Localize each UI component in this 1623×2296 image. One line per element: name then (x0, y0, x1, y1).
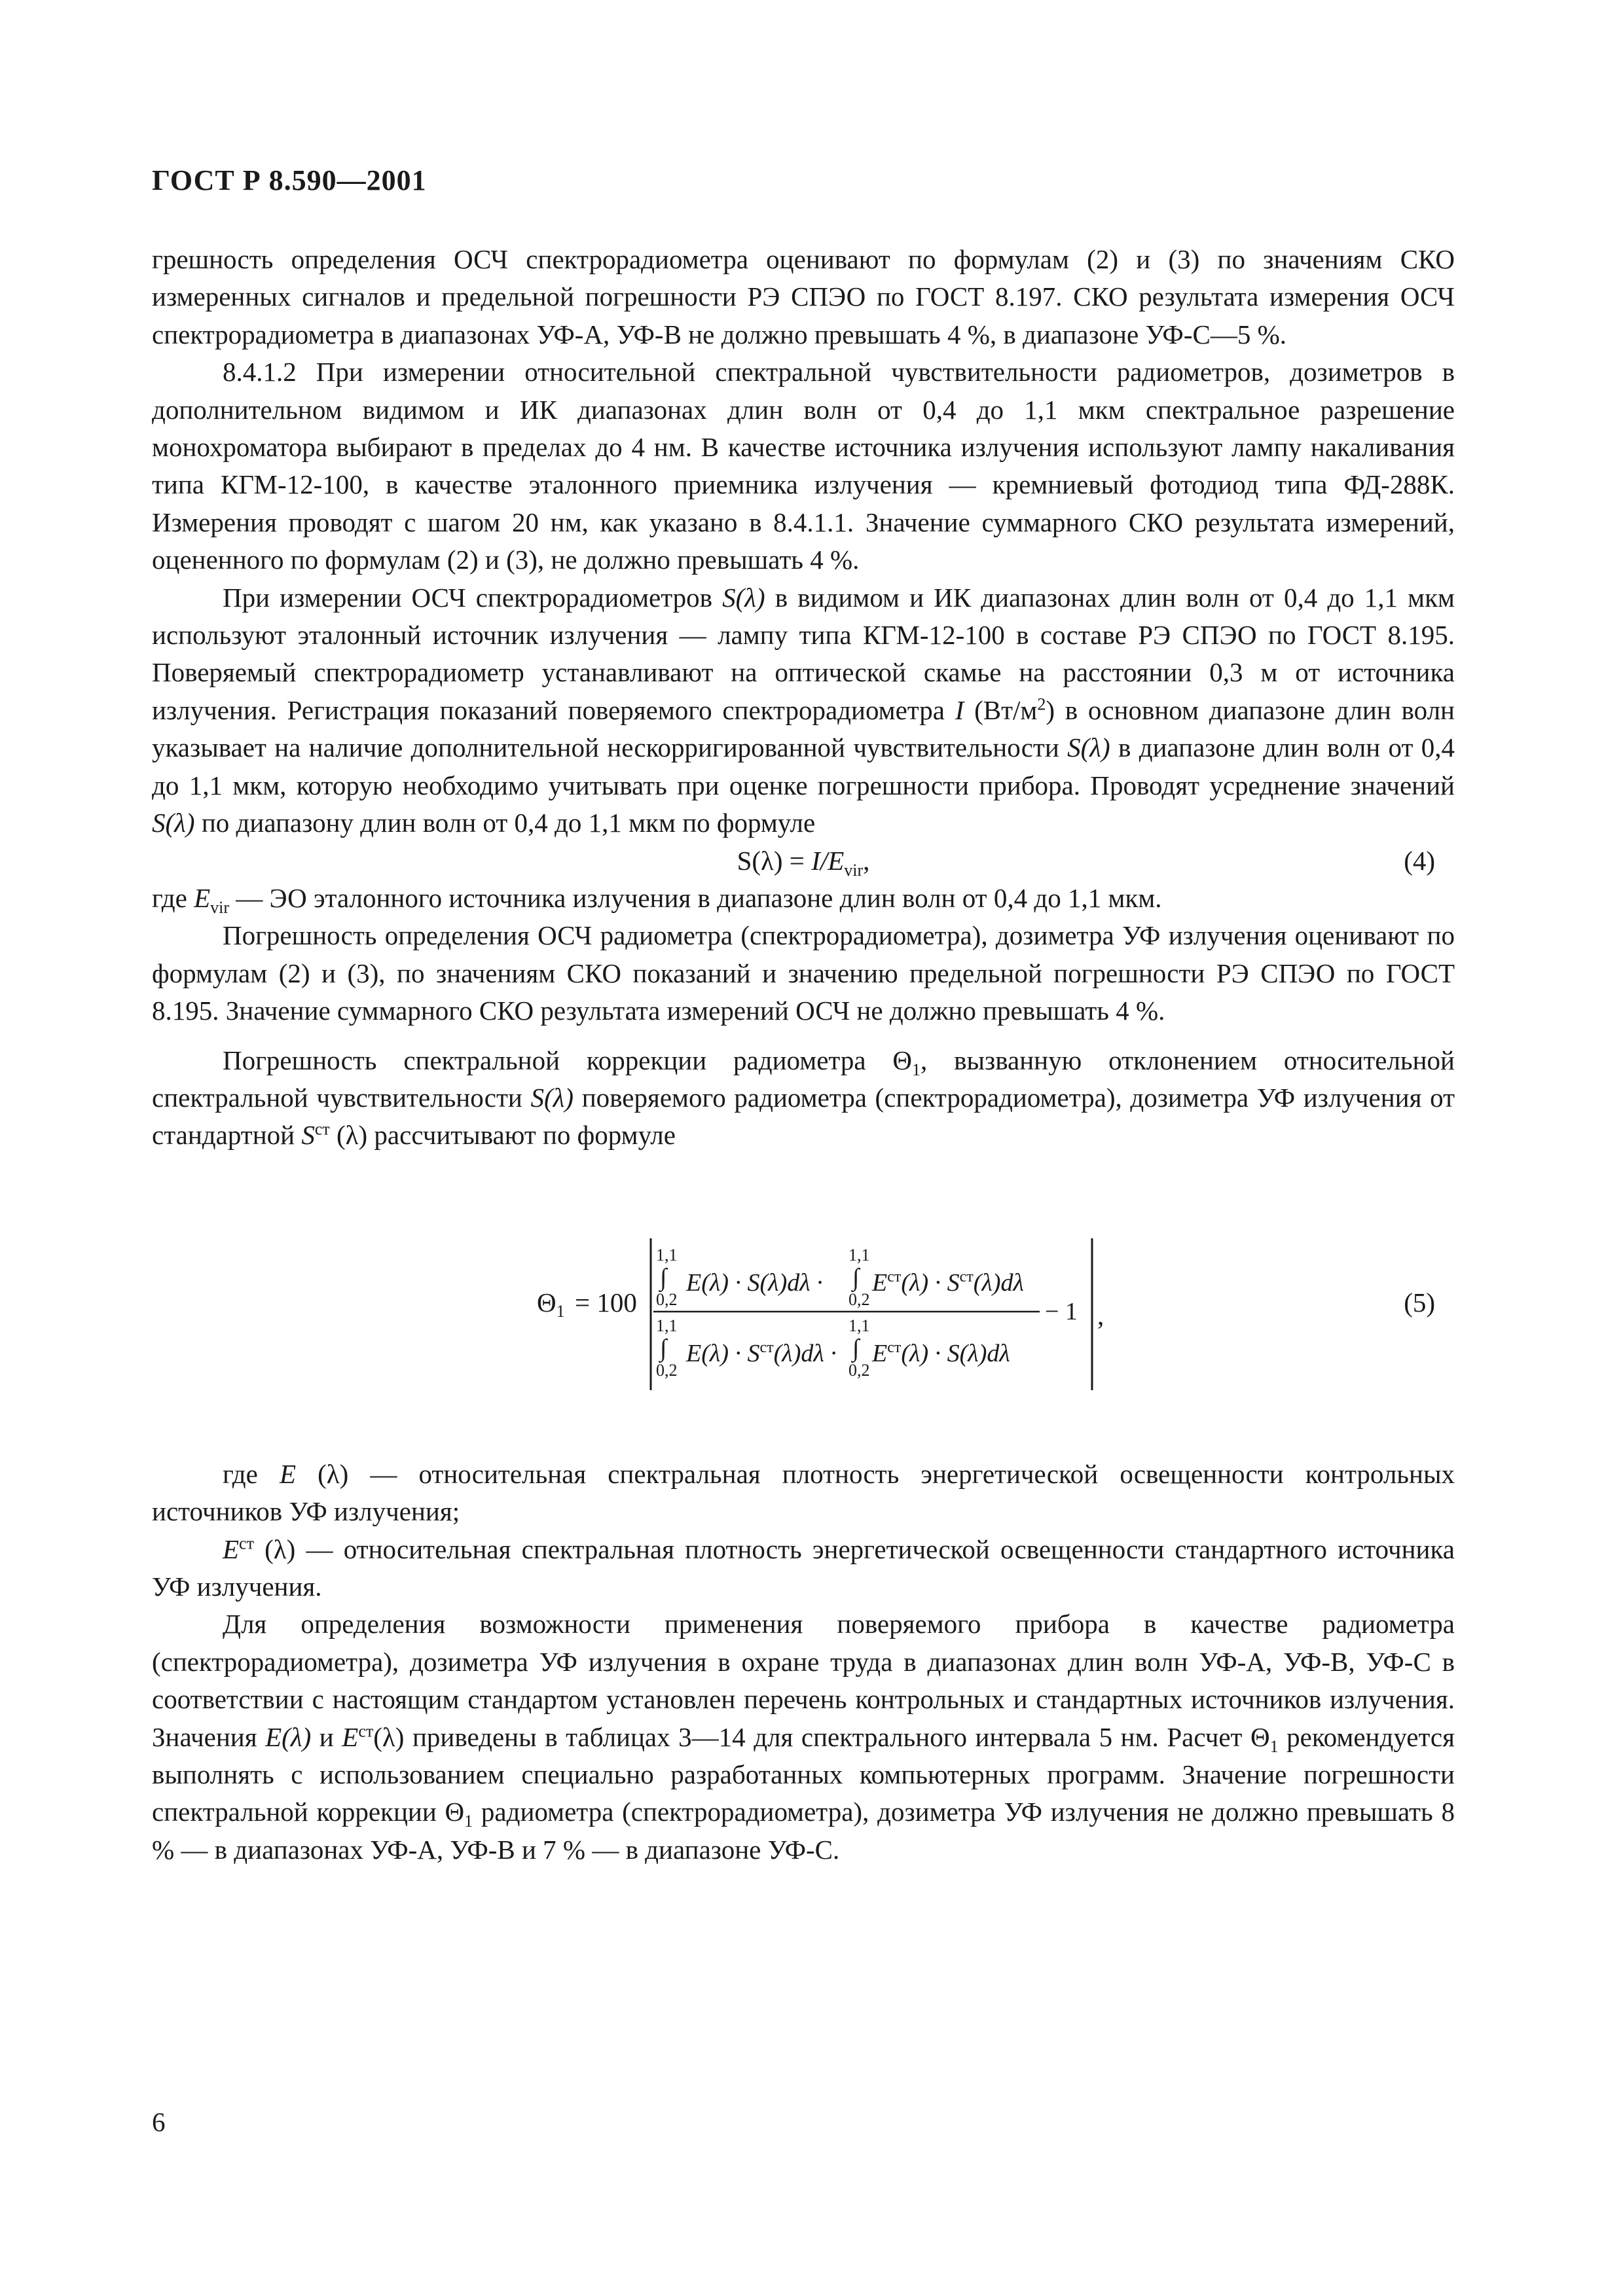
paragraph: грешность определения ОСЧ спектрорадиометра оценивают по формулам (2) и (3) по значениям СКО измеренных сигналов и предельной погрешности РЭ СПЭО по ГОСТ 8.197. СКО результата измерения ОСЧ спектрорадиометра в диапазонах УФ-А, УФ-В не должно превышать 4 %, в диапазоне УФ-С—5 %. (152, 244, 1455, 350)
svg-text:= 100: = 100 (575, 1287, 637, 1318)
formula-5 (361, 1200, 1147, 1416)
svg-text:∫: ∫ (852, 1334, 860, 1362)
svg-text:Θ1: Θ1 (537, 1287, 565, 1321)
svg-text:1,1: 1,1 (848, 1245, 870, 1265)
svg-text:0,2: 0,2 (656, 1289, 678, 1309)
svg-text:1,1: 1,1 (848, 1316, 870, 1335)
svg-text:∫: ∫ (660, 1334, 667, 1362)
svg-text:− 1: − 1 (1045, 1297, 1078, 1325)
svg-text:∫: ∫ (660, 1263, 667, 1291)
paragraph: При измерении ОСЧ спектрорадиометров S(λ) в видимом и ИК диапазонах длин волн от 0,4 до 1,1 мкм используют эталонный источник излучения — лампу типа КГМ-12-100 в составе РЭ СПЭО по ГОСТ 8.195. Поверяемый спектрорадиометр устанавливают на оптической скамье на расстоянии 0,3 м от источника излучения. Регистрация показаний поверяемого спектрорадиометра I $(Вт/м^2)$ в основном диапазоне длин волн указывает на наличие дополнительной нескорригированной чувствительности S(λ) в диапазоне длин волн от 0,4 до 1,1 мкм, которую необходимо учитывать при оценке погрешности прибора. Проводят усреднение значений S(λ) по диапазону длин волн от 0,4 до 1,1 мкм по формуле (152, 582, 1455, 838)
svg-text:E(λ) · Sст(λ)dλ ·: $E(\lambda) \cdot S^{ст}(\lambda)d\lambda$ · (686, 1338, 837, 1367)
body-text (152, 241, 1455, 1869)
paragraph: где $E_{vir}$ — ЭО эталонного источника излучения в диапазоне длин волн от 0,4 до 1,1 мкм. (152, 882, 1162, 918)
svg-text:1,1: 1,1 (656, 1245, 678, 1265)
svg-text:∫: ∫ (852, 1263, 860, 1291)
paragraph: $E^{ст}$ (λ) — относительная спектральная плотность энергетической освещенности стандартного источника УФ излучения. (152, 1533, 1455, 1602)
svg-text:Eст(λ) · S(λ)dλ: $E^{ст}(\lambda) \cdot S(\lambda)d\lambda$ (872, 1338, 1010, 1367)
equation-number: (4) (1404, 845, 1435, 876)
paragraph: 8.4.1.2 При измерении относительной спектральной чувствительности радиометров, дозиметров в дополнительном видимом и ИК диапазонах длин волн от 0,4 до 1,1 мкм спектральное разрешение монохроматора выбирают в пределах до 4 нм. В качестве источника излучения используют лампу накаливания типа КГМ-12-100, в качестве эталонного приемника излучения — кремниевый фотодиод типа ФД-288К. Измерения проводят с шагом 20 нм, как указано в 8.4.1.1. Значение суммарного СКО результата измерений, оцененного по формулам (2) и (3), не должно превышать 4 %. (152, 357, 1455, 575)
svg-text:1,1: 1,1 (656, 1316, 678, 1335)
svg-text:,: , (1097, 1300, 1104, 1331)
page-number: 6 (152, 2107, 166, 2137)
paragraph: Погрешность спектральной коррекции радиометра $\Theta_1$, вызванную отклонением относительной спектральной чувствительности S(λ) поверяемого радиометра (спектрорадиометра), дозиметра УФ излучения от стандартной $S^{ст}$ (λ) рассчитывают по формуле (152, 1045, 1455, 1151)
svg-text:0,2: 0,2 (848, 1289, 870, 1309)
paragraph: Для определения возможности применения поверяемого прибора в качестве радиометра (спектрорадиометра), дозиметра УФ излучения в охране труда в диапазонах длин волн УФ-А, УФ-В, УФ-С в соответствии с настоящим стандартом установлен перечень контрольных и стандартных источников излучения. Значения E(λ) и $E^{ст}(\lambda)$ приведены в таблицах 3—14 для спектрального интервала 5 нм. Расчет $\Theta_1$ рекомендуется выполнять с использованием специально разработанных компьютерных программ. Значение погрешности спектральной коррекции $\Theta_1$ радиометра (спектрорадиометра), дозиметра УФ излучения не должно превышать 8 % — в диапазонах УФ-А, УФ-В и 7 % — в диапазоне УФ-С. (152, 1609, 1455, 1865)
paragraph: Погрешность определения ОСЧ радиометра (спектрорадиометра), дозиметра УФ излучения оценивают по формулам (2) и (3), по значениям СКО показаний и значению предельной погрешности РЭ СПЭО по ГОСТ 8.195. Значение суммарного СКО результата измерений ОСЧ не должно превышать 4 %. (152, 920, 1455, 1026)
svg-text:0,2: 0,2 (848, 1360, 870, 1380)
svg-text:E(λ) · S(λ)dλ ·: E(λ) · S(λ)dλ · (686, 1268, 823, 1297)
equation-4: $S(\lambda) = I/E_{vir}$, (4) (152, 842, 1455, 880)
equation-number: (5) (1404, 1287, 1435, 1318)
document-header: ГОСТ Р 8.590—2001 (152, 164, 427, 196)
svg-text:0,2: 0,2 (656, 1360, 678, 1380)
equation-5 (152, 1200, 1455, 1416)
paragraph: где E (λ) — относительная спектральная плотность энергетической освещенности контрольных источников УФ излучения; (152, 1458, 1455, 1527)
svg-text:Eст(λ) · Sст(λ)dλ: $E^{ст}(\lambda) \cdot S^{ст}(\lambda)d\lambda$ (872, 1268, 1025, 1297)
